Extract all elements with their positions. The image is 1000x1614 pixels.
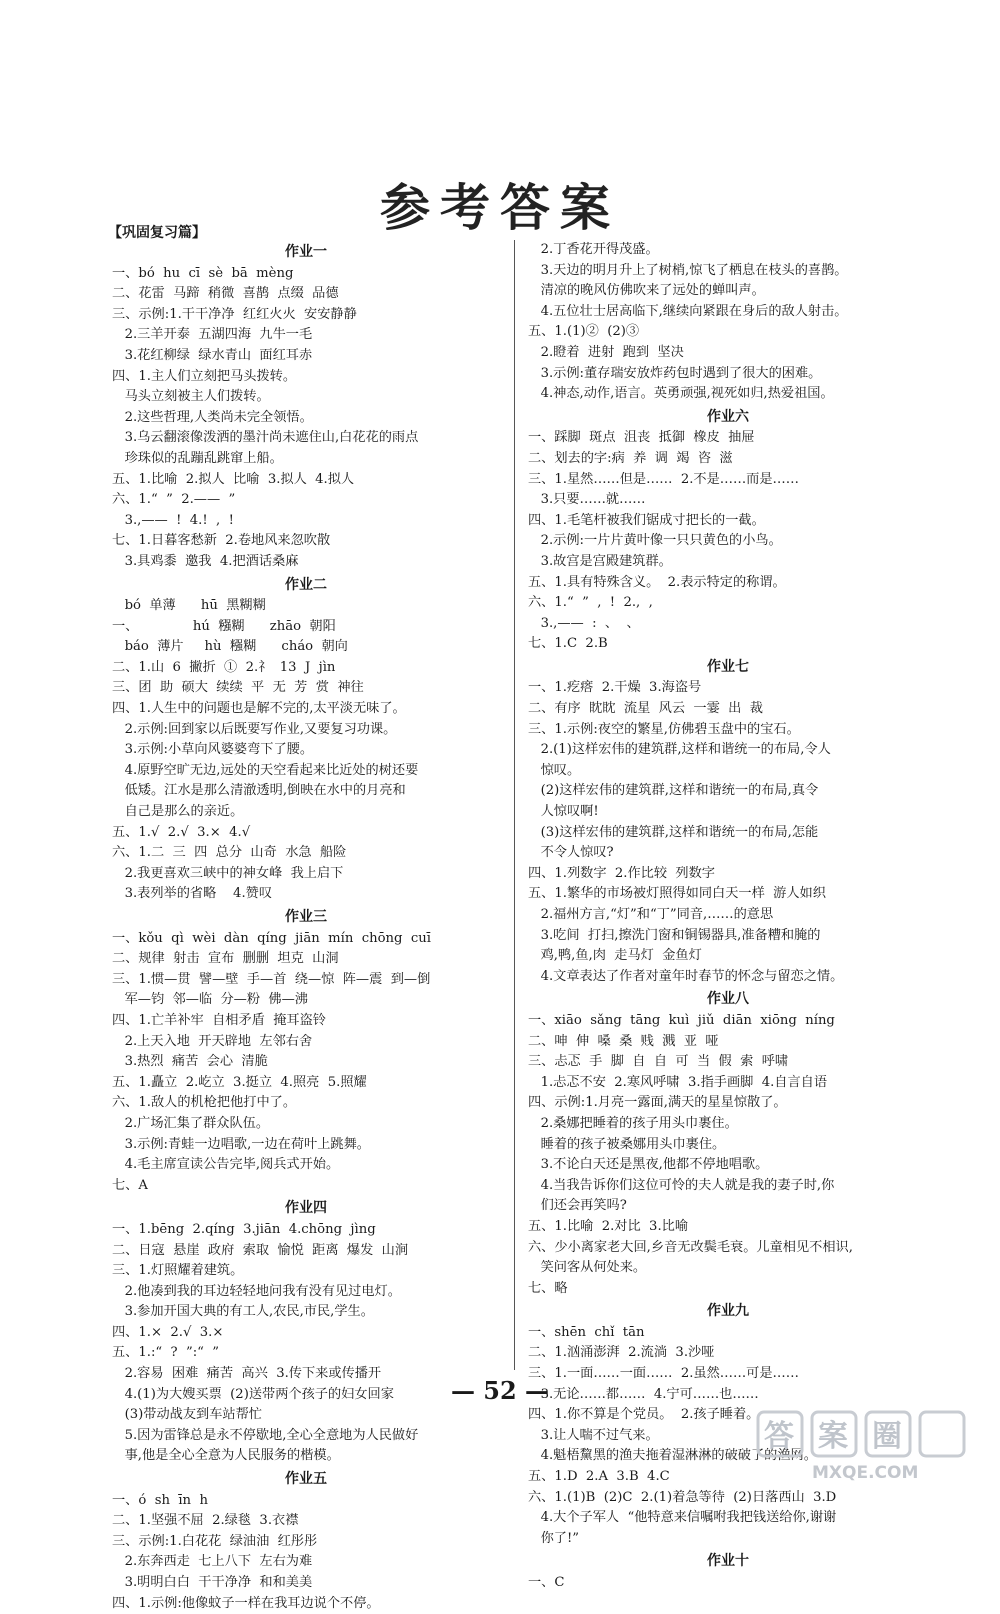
watermark-text: MXQE.COM <box>812 1463 919 1483</box>
page-title: 参考答案 <box>380 178 620 237</box>
answer-line: (2)这样宏伟的建筑群,这样和谐统一的布局,真令 <box>528 783 819 799</box>
homework-heading: 作业一 <box>285 244 327 260</box>
answer-line: 一、shēn chǐ tān <box>528 1324 645 1340</box>
answer-line: 七、略 <box>528 1280 568 1296</box>
answer-line: 3.热烈 痛苦 会心 清脆 <box>112 1054 268 1070</box>
answer-line: 三、忐忑 手 脚 自 自 可 当 假 索 呼啸 <box>528 1054 789 1070</box>
answer-line: 四、1.亡羊补牢 自相矛盾 掩耳盗铃 <box>112 1012 326 1028</box>
answer-line: 4.魁梧黧黑的渔夫拖着湿淋淋的破破了的渔网。 <box>528 1448 817 1464</box>
answer-line: 二、呻 伸 嗓 桑 贱 溅 亚 哑 <box>528 1033 719 1049</box>
answer-line: 二、1.坚强不屈 2.绿毯 3.衣襟 <box>112 1513 299 1529</box>
answer-line: 3.无论……都…… 4.宁可……也…… <box>528 1386 759 1402</box>
answer-line: 3.吃间 打扫,擦洗门窗和铜锡器具,准备糟和腌的 <box>528 927 821 943</box>
answer-line: 3.表列举的省略 4.赞叹 <box>112 886 273 902</box>
answer-line: 五、1.D 2.A 3.B 4.C <box>528 1469 670 1485</box>
answer-line: 三、1.灯照耀着建筑。 <box>112 1263 244 1279</box>
answer-line: (3)带动战友到车站帮忙 <box>112 1407 262 1423</box>
answer-line: 2.(1)这样宏伟的建筑群,这样和谐统一的布局,令人 <box>528 742 831 758</box>
answer-line: 七、1.日暮客愁新 2.卷地风来忽吹散 <box>112 533 331 549</box>
answer-line: 五、1.比喻 2.对比 3.比喻 <box>528 1218 689 1234</box>
answer-line: 3.让人喘不过气来。 <box>528 1427 659 1443</box>
left-column <box>112 240 500 1614</box>
answer-line: 二、规律 射击 宣布 删删 坦克 山洞 <box>112 951 339 967</box>
answer-line: 4.文章表达了作者对童年时春节的怀念与留恋之情。 <box>528 968 844 984</box>
answer-line: 三、团 助 硕大 续续 平 无 芳 赏 神往 <box>112 680 364 696</box>
answer-line: 三、1.惯—贯 譬—壁 手—首 绕—惊 阵—震 到—倒 <box>112 971 431 987</box>
answer-line: 清凉的晚风仿佛吹来了远处的蝉叫声。 <box>528 283 765 299</box>
watermark-logo <box>752 1406 984 1486</box>
answer-line: 五、1.矗立 2.屹立 3.挺立 4.照亮 5.照耀 <box>112 1074 367 1090</box>
answer-line: 六、1.“ ” 2.—— ” <box>112 492 236 508</box>
answer-line: 3.示例:小草向风婆婆弯下了腰。 <box>112 742 314 758</box>
answer-line: 四、1.列数字 2.作比较 列数字 <box>528 865 715 881</box>
answer-line: 七、A <box>112 1177 148 1193</box>
answer-line: 六、1.敌人的机枪把他打中了。 <box>112 1095 297 1111</box>
answer-line: 3.不论白天还是黑夜,他都不停地唱歌。 <box>528 1157 769 1173</box>
answer-line: 笑问客从何处来。 <box>528 1260 647 1276</box>
answer-line: 二、1.汹涌澎湃 2.流淌 3.沙哑 <box>528 1345 715 1361</box>
answer-line: 一、踩脚 斑点 沮丧 抵御 橡皮 抽屉 <box>528 430 755 446</box>
svg-text:圈: 圈 <box>872 1419 902 1454</box>
answer-line: bó 单薄 hū 黑糊糊 <box>112 598 266 614</box>
page-number: — 52 — <box>450 1376 550 1405</box>
homework-heading: 作业三 <box>285 909 327 925</box>
answer-line: 马头立刻被主人们拨转。 <box>112 389 270 405</box>
answer-line: 不令人惊叹? <box>528 845 614 861</box>
answer-line: 二、日寇 悬崖 政府 索取 愉悦 距离 爆发 山涧 <box>112 1242 409 1258</box>
answer-line: 2.瞪着 进射 跑到 坚决 <box>528 344 684 360</box>
answer-line: 3.参加开国大典的有工人,农民,市民,学生。 <box>112 1304 374 1320</box>
answer-line: 2.三羊开泰 五湖四海 九牛一毛 <box>112 327 313 343</box>
answer-line: 三、1.示例:夜空的繁星,仿佛碧玉盘中的宝石。 <box>528 721 800 737</box>
answer-line: 自己是那么的亲近。 <box>112 804 244 820</box>
answer-line: 2.容易 困难 痛苦 高兴 3.传下来或传播开 <box>112 1366 382 1382</box>
answer-line: 4.(1)为大嫂买票 (2)送带两个孩子的妇女回家 <box>112 1386 394 1402</box>
homework-heading: 作业四 <box>285 1200 327 1217</box>
answer-line: (3)这样宏伟的建筑群,这样和谐统一的布局,怎能 <box>528 824 819 840</box>
answer-line: 一、xiāo sǎng tāng kuì jiǔ diān xiōng níng <box>528 1012 835 1028</box>
answer-line: 2.广场汇集了群众队伍。 <box>112 1115 270 1131</box>
answer-line: 鸡,鸭,鱼,肉 走马灯 金鱼灯 <box>528 948 702 964</box>
answer-line: 2.福州方言,“灯”和“丁”同音,……的意思 <box>528 907 774 922</box>
svg-text:案: 案 <box>818 1419 848 1454</box>
section-tag: 【巩固复习篇】 <box>108 225 206 241</box>
answer-line: 睡着的孩子被桑娜用头巾裹住。 <box>528 1136 726 1152</box>
answer-line: 六、少小离家老大回,乡音无改鬓毛衰。儿童相见不相识, <box>528 1239 853 1255</box>
answer-line: 五、1.比喻 2.拟人 比喻 3.拟人 4.拟人 <box>112 471 355 487</box>
answer-line: 一、kǒu qì wèi dàn qíng jiān mín chōng cuī <box>112 930 431 946</box>
answer-line: 3.示例:青蛙一边唱歌,一边在荷叶上跳舞。 <box>112 1136 370 1152</box>
answer-line: 一、 hú 糨糊 zhāo 朝阳 <box>112 618 336 634</box>
answer-line: 2.我更喜欢三峡中的神女峰 我上启下 <box>112 865 344 881</box>
answer-line: 二、划去的字:病 养 调 竭 咨 滋 <box>528 450 733 466</box>
answer-line: 3.花红柳绿 绿水青山 面红耳赤 <box>112 347 313 363</box>
answer-line: 珍珠似的乱蹦乱跳窜上船。 <box>112 450 283 466</box>
answer-line: 二、1.山 6 撇折 ① 2.礻 13 J jìn <box>112 659 336 675</box>
answer-line: 2.上天入地 开天辟地 左邻右舍 <box>112 1033 313 1049</box>
answer-line: 3.天边的明月升上了树梢,惊飞了栖息在枝头的喜鹊。 <box>528 262 848 278</box>
homework-heading: 作业九 <box>707 1303 749 1320</box>
answer-line: 4.五位壮士居高临下,继续向紧跟在身后的敌人射击。 <box>528 303 848 319</box>
answer-line: 2.示例:一片片黄叶像一只只黄色的小鸟。 <box>528 533 782 549</box>
answer-line: 4.神态,动作,语言。英勇顽强,视死如归,热爱祖国。 <box>528 386 834 402</box>
answer-line: 三、1.一面……一面…… 2.虽然……可是…… <box>528 1366 799 1382</box>
answer-line: 五、1.√ 2.√ 3.× 4.√ <box>112 824 251 840</box>
answer-line: 2.丁香花开得茂盛。 <box>528 242 659 257</box>
answer-line: 六、1.(1)B (2)C 2.(1)着急等待 (2)日落西山 3.D <box>528 1489 837 1505</box>
answer-line: 惊叹。 <box>528 762 581 778</box>
answer-line: 四、1.示例:他像蚊子一样在我耳边说个不停。 <box>112 1595 380 1611</box>
answer-line: 六、1.二 三 四 总分 山奇 水急 船险 <box>112 845 347 861</box>
svg-text:答: 答 <box>764 1419 794 1454</box>
answer-line: 四、1.毛笔杆被我们锯成寸把长的一截。 <box>528 512 765 528</box>
answer-line: 3.只要……就…… <box>528 492 646 508</box>
answer-line: 2.东奔西走 七上八下 左右为难 <box>112 1554 313 1570</box>
answer-line: 五、1.(1)② (2)③ <box>528 324 640 340</box>
homework-heading: 作业八 <box>707 991 749 1008</box>
answer-line: 三、示例:1.干干净净 红红火火 安安静静 <box>112 306 357 322</box>
answer-line: 四、1.主人们立刻把马头拨转。 <box>112 368 297 384</box>
answer-line: 3.故宫是宫殿建筑群。 <box>528 553 672 569</box>
answer-line: 2.示例:回到家以后既要写作业,又要复习功课。 <box>112 721 397 737</box>
answer-line: 七、1.C 2.B <box>528 636 608 652</box>
answer-line: 五、1.:“ ? ”:“ ” <box>112 1345 220 1361</box>
answer-line: 四、1.你不算是个党员。 2.孩子睡着。 <box>528 1407 760 1423</box>
answer-line: 3.,—— : 、 、 <box>528 615 640 631</box>
answer-line: 3.示例:董存瑞安放炸药包时遇到了很大的困难。 <box>528 365 822 381</box>
answer-line: 2.桑娜把睡着的孩子用头巾裹住。 <box>528 1115 738 1131</box>
answer-line: 军—钧 邻—临 分—粉 佛—沸 <box>112 992 308 1008</box>
answer-line: 一、1.疙瘩 2.干燥 3.海盗号 <box>528 680 702 696</box>
answer-line: 一、C <box>528 1575 565 1590</box>
answer-line: 五、1.具有特殊含义。 2.表示特定的称谓。 <box>528 574 786 590</box>
homework-heading: 作业七 <box>707 658 749 675</box>
homework-heading: 作业五 <box>285 1471 327 1488</box>
answer-line: 3.乌云翻滚像泼洒的墨汁尚未遮住山,白花花的雨点 <box>112 430 419 446</box>
answer-line: 2.这些哲理,人类尚未完全领悟。 <box>112 409 313 425</box>
answer-line: 五、1.繁华的市场被灯照得如同白天一样 游人如织 <box>528 886 826 902</box>
answer-line: 事,他是全心全意为人民服务的楷模。 <box>112 1448 340 1464</box>
answer-line: 一、bó hu cī sè bā mèng <box>112 265 294 281</box>
answer-line: 4.当我告诉你们这位可怜的夫人就是我的妻子时,你 <box>528 1177 835 1193</box>
answer-line: 三、1.星然……但是…… 2.不是……而是…… <box>528 471 799 487</box>
answer-line: 三、示例:1.白花花 绿油油 红彤彤 <box>112 1533 318 1549</box>
answer-line: 2.他凑到我的耳边轻轻地问我有没有见过电灯。 <box>112 1283 401 1299</box>
answer-line: báo 薄片 hù 糨糊 cháo 朝向 <box>112 639 348 655</box>
answer-line: 二、有序 眈眈 流星 风云 一霎 出 裁 <box>528 701 763 717</box>
homework-heading: 作业六 <box>707 408 749 425</box>
answer-line: 六、1.“ ” , ! 2., , <box>528 595 653 611</box>
answer-line: 一、ó sh īn h <box>112 1492 208 1508</box>
answer-line: 四、示例:1.月亮一露面,满天的星星惊散了。 <box>528 1095 787 1111</box>
answer-line: 人惊叹啊! <box>528 804 599 820</box>
answer-line: 4.毛主席宣读公告完毕,阅兵式开始。 <box>112 1157 340 1173</box>
answer-line: 二、花雷 马蹄 稍微 喜鹊 点缀 品德 <box>112 286 339 302</box>
answer-line: 们还会再笑吗? <box>528 1198 627 1214</box>
answer-line: 5.因为雷锋总是永不停歇地,全心全意地为人民做好 <box>112 1427 419 1443</box>
answer-line: 四、1.× 2.√ 3.× <box>112 1324 224 1340</box>
answer-line: 3.明明白白 干干净净 和和美美 <box>112 1575 313 1590</box>
answer-line: 1.忐忑不安 2.寒风呼啸 3.指手画脚 4.自言自语 <box>528 1074 828 1090</box>
homework-heading: 作业十 <box>707 1553 749 1570</box>
column-divider <box>514 240 515 1370</box>
answer-line: 3.具鸡黍 邀我 4.把酒话桑麻 <box>112 553 299 569</box>
answer-line: 一、1.bēng 2.qíng 3.jiān 4.chōng jìng <box>112 1221 376 1237</box>
answer-line: 低矮。江水是那么清澈透明,倒映在水中的月亮和 <box>112 783 406 799</box>
homework-heading: 作业二 <box>285 576 327 593</box>
answer-line: 你了!” <box>528 1530 579 1546</box>
answer-line: 4.大个子军人 “他特意来信嘱咐我把钱送给你,谢谢 <box>528 1510 837 1526</box>
answer-line: 四、1.人生中的问题也是解不完的,太平淡无味了。 <box>112 701 406 717</box>
answer-line: 3.,—— ! 4.! , ! <box>112 512 234 528</box>
answer-line: 4.原野空旷无边,远处的天空看起来比近处的树还要 <box>112 762 419 778</box>
